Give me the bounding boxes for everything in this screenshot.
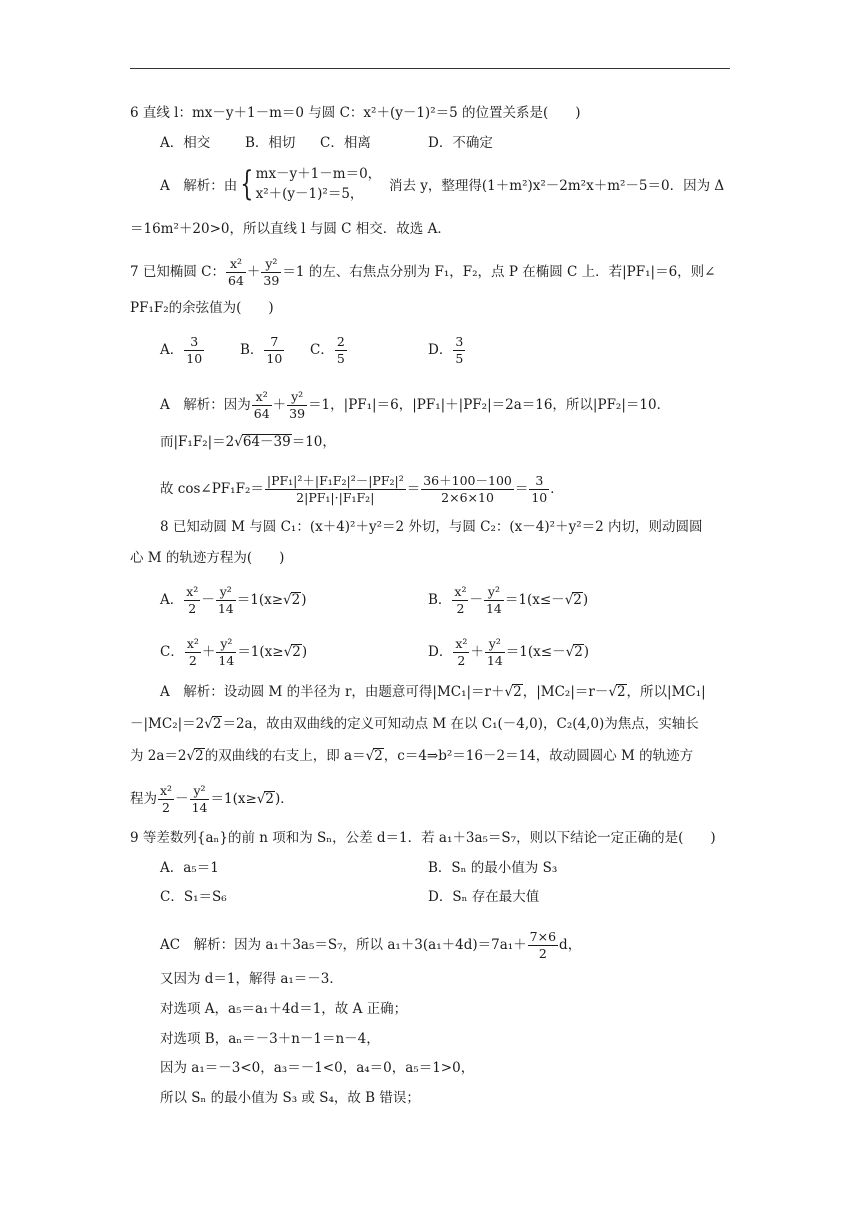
q9-solution-line5: 因为 a₁＝－3<0，a₃＝－1<0，a₄＝0，a₅＝1>0，: [160, 1060, 475, 1076]
q6-choice-c: C．相离: [320, 135, 371, 151]
q9-stem: 9 等差数列{aₙ}的前 n 项和为 Sₙ，公差 d＝1．若 a₁＋3a₅＝S₇，则以下结论一定正确的是( ): [130, 830, 716, 846]
q9-choice-c: C．S₁＝S₆: [160, 889, 227, 905]
q6-answer-cont: 消去 y，整理得(1＋m²)x²－2m²x＋m²－5＝0．因为 Δ: [389, 178, 725, 194]
q6-system-eq2: x²＋(y－1)²＝5，: [255, 186, 364, 202]
q6-answer-lead: A 解析：由: [160, 178, 238, 194]
q6-answer-line2: ＝16m²＋20>0，所以直线 l 与圆 C 相交．故选 A．: [130, 221, 451, 237]
sqrt-symbol: √: [234, 434, 243, 450]
q8-solution-line4: 程为 $\frac{\text{x²}}{2}$ － $\frac{\text{y²}}{14}$ ＝1(x≥√2)．: [130, 783, 294, 815]
q7-choice-c: C． $\frac{2}{5}$: [310, 334, 345, 366]
q8-option-d: D． $\frac{\text{x²}}{2}$ ＋ $\frac{\text{y²}}{14}$ ＝1(x≤－√2): [428, 636, 590, 668]
q7-stem: 7 已知椭圆 C： $\frac{\text{x²}}{64}$ ＋ $\frac{\text{y²}}{39}$ ＝1 的左、右焦点分别为 F₁，F₂，点 P 在椭圆 C 上．若|PF₁|＝6，则∠: [130, 256, 716, 288]
q7-choice-b: B． $\frac{7}{10}$: [240, 334, 283, 366]
fraction-x2-64: $\frac{\text{x²}}{64}$: [228, 256, 244, 288]
q9-solution-line1: AC 解析：因为 a₁＋3a₅＝S₇，所以 a₁＋3(a₁＋4d)＝7a₁＋ $\frac{7\times 6}{2}$ d，: [160, 929, 582, 961]
q9-solution-line6: 所以 Sₙ 的最小值为 S₃ 或 S₄，故 B 错误；: [160, 1090, 420, 1106]
q6-equation-system: [236, 164, 381, 204]
header-rule: [130, 68, 730, 69]
q8-option-c: C． $\frac{\text{x²}}{2}$ ＋ $\frac{\text{y²}}{14}$ ＝1(x≥√2): [160, 636, 308, 668]
q8-stem-line2: 心 M 的轨迹方程为( ): [130, 550, 285, 566]
q7-solution-line2: 而|F₁F₂|＝2√64－39＝10，: [160, 434, 336, 450]
q6-choice-d: D．不确定: [428, 135, 493, 151]
q7-solution-line1: A 解析：因为 $\frac{\text{x²}}{64}$ ＋ $\frac{\text{y²}}{39}$ ＝1，|PF₁|＝6，|PF₁|＋|PF₂|＝2a＝16，所以|PF₂|＝10．: [160, 389, 671, 421]
q9-solution-line2: 又因为 d＝1，解得 a₁＝－3．: [160, 971, 343, 987]
q9-choice-b: B．Sₙ 的最小值为 S₃: [428, 860, 558, 876]
q8-solution-line3: 为 2a＝2√2的双曲线的右支上，即 a＝√2，c＝4⇒b²＝16－2＝14，故动圆圆心 M 的轨迹方: [130, 748, 694, 764]
q6-stem: 6 直线 l：mx－y＋1－m＝0 与圆 C：x²＋(y－1)²＝5 的位置关系是( ): [130, 105, 581, 121]
q9-choice-d: D．Sₙ 存在最大值: [428, 889, 540, 905]
q9-solution-line4: 对选项 B，aₙ＝－3＋n－1＝n－4，: [160, 1031, 380, 1047]
q9-solution-line3: 对选项 A，a₅＝a₁＋4d＝1，故 A 正确；: [160, 1001, 408, 1017]
q7-choice-d: D． $\frac{3}{5}$: [428, 334, 464, 366]
fraction-y2-39: $\frac{\text{y²}}{39}$: [263, 256, 280, 288]
q9-choice-a: A．a₅＝1: [160, 860, 219, 876]
q7-choice-a: A． $\frac{3}{10}$: [160, 334, 203, 366]
q8-option-a: A． $\frac{\text{x²}}{2}$ － $\frac{\text{y²}}{14}$ ＝1(x≥√2): [160, 584, 307, 616]
q8-solution-line1: A 解析：设动圆 M 的半径为 r，由题意可得|MC₁|＝r＋√2，|MC₂|＝r－√2，所以|MC₁|: [160, 684, 706, 700]
q7-stem-line2: PF₁F₂的余弦值为( ): [130, 300, 274, 316]
q8-solution-line2: －|MC₂|＝2√2＝2a，故由双曲线的定义可知动点 M 在以 C₁(－4,0)，C₂(4,0)为焦点，实轴长: [130, 716, 699, 732]
q6-system-eq1: mx－y＋1－m＝0，: [255, 166, 382, 182]
q8-option-b: B． $\frac{\text{x²}}{2}$ － $\frac{\text{y²}}{14}$ ＝1(x≤－√2): [428, 584, 589, 616]
q6-choice-b: B．相切: [245, 135, 296, 151]
left-brace: {: [240, 164, 254, 204]
q7-solution-line3: 故 cos∠PF₁F₂＝ $\frac{\text{|PF₁|²＋|F₁F₂|²－|PF₂|²}}{\text{2|PF₁|·|F₁F₂|}}$ ＝ $\frac{36+100-100}{2\times 6\times 10}$ ＝ $\frac{3}{10}$ ．: [160, 473, 564, 505]
q6-choice-a: A．相交: [160, 135, 211, 151]
q8-stem-line1: 8 已知动圆 M 与圆 C₁：(x＋4)²＋y²＝2 外切，与圆 C₂：(x－4)²＋y²＝2 内切，则动圆圆: [160, 519, 703, 535]
